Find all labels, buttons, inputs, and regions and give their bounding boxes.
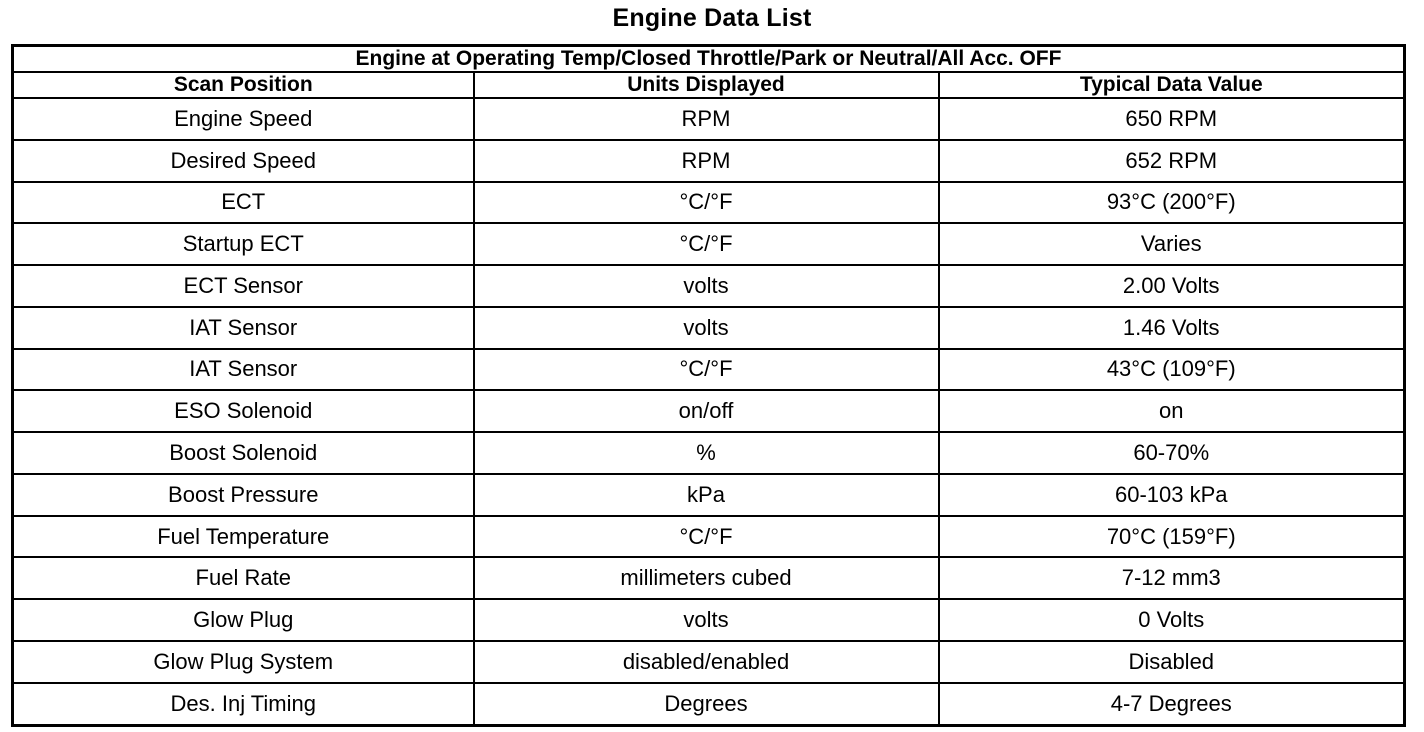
units-displayed-cell: °C/°F bbox=[474, 223, 939, 265]
column-header-units-displayed: Units Displayed bbox=[474, 72, 939, 98]
condition-header: Engine at Operating Temp/Closed Throttle/Park or Neutral/All Acc. OFF bbox=[13, 46, 1405, 73]
table-body bbox=[13, 98, 1405, 726]
scan-position-cell: ECT Sensor bbox=[13, 265, 474, 307]
table-row bbox=[13, 683, 1405, 726]
units-displayed-cell: % bbox=[474, 432, 939, 474]
units-displayed-cell: Degrees bbox=[474, 683, 939, 726]
typical-data-value-cell: 650 RPM bbox=[939, 98, 1405, 140]
table-row bbox=[13, 432, 1405, 474]
units-displayed-cell: kPa bbox=[474, 474, 939, 516]
typical-data-value-cell: 60-70% bbox=[939, 432, 1405, 474]
scan-position-cell: ECT bbox=[13, 182, 474, 224]
scan-position-cell: Glow Plug System bbox=[13, 641, 474, 683]
units-displayed-cell: RPM bbox=[474, 98, 939, 140]
units-displayed-cell: millimeters cubed bbox=[474, 557, 939, 599]
table-row bbox=[13, 182, 1405, 224]
typical-data-value-cell: 652 RPM bbox=[939, 140, 1405, 182]
units-displayed-cell: volts bbox=[474, 599, 939, 641]
engine-data-table bbox=[11, 44, 1406, 727]
typical-data-value-cell: 7-12 mm3 bbox=[939, 557, 1405, 599]
typical-data-value-cell: 4-7 Degrees bbox=[939, 683, 1405, 726]
scan-position-cell: Fuel Temperature bbox=[13, 516, 474, 558]
table-row bbox=[13, 140, 1405, 182]
typical-data-value-cell: Disabled bbox=[939, 641, 1405, 683]
units-displayed-cell: disabled/enabled bbox=[474, 641, 939, 683]
column-header-scan-position: Scan Position bbox=[13, 72, 474, 98]
typical-data-value-cell: 60-103 kPa bbox=[939, 474, 1405, 516]
table-row bbox=[13, 641, 1405, 683]
typical-data-value-cell: 93°C (200°F) bbox=[939, 182, 1405, 224]
scan-position-cell: Engine Speed bbox=[13, 98, 474, 140]
units-displayed-cell: °C/°F bbox=[474, 349, 939, 391]
scan-position-cell: ESO Solenoid bbox=[13, 390, 474, 432]
scan-position-cell: IAT Sensor bbox=[13, 307, 474, 349]
table-row bbox=[13, 265, 1405, 307]
units-displayed-cell: °C/°F bbox=[474, 182, 939, 224]
typical-data-value-cell: on bbox=[939, 390, 1405, 432]
scan-position-cell: Des. Inj Timing bbox=[13, 683, 474, 726]
scan-position-cell: Glow Plug bbox=[13, 599, 474, 641]
table-row bbox=[13, 516, 1405, 558]
units-displayed-cell: volts bbox=[474, 307, 939, 349]
typical-data-value-cell: Varies bbox=[939, 223, 1405, 265]
scan-position-cell: Desired Speed bbox=[13, 140, 474, 182]
units-displayed-cell: °C/°F bbox=[474, 516, 939, 558]
table-row bbox=[13, 307, 1405, 349]
units-displayed-cell: on/off bbox=[474, 390, 939, 432]
units-displayed-cell: RPM bbox=[474, 140, 939, 182]
typical-data-value-cell: 1.46 Volts bbox=[939, 307, 1405, 349]
table-row bbox=[13, 557, 1405, 599]
scan-position-cell: IAT Sensor bbox=[13, 349, 474, 391]
document-title: Engine Data List bbox=[612, 4, 812, 32]
typical-data-value-cell: 2.00 Volts bbox=[939, 265, 1405, 307]
scan-position-cell: Fuel Rate bbox=[13, 557, 474, 599]
scan-position-cell: Startup ECT bbox=[13, 223, 474, 265]
table-row bbox=[13, 599, 1405, 641]
table-row bbox=[13, 474, 1405, 516]
typical-data-value-cell: 0 Volts bbox=[939, 599, 1405, 641]
typical-data-value-cell: 70°C (159°F) bbox=[939, 516, 1405, 558]
column-header-typical-data-value: Typical Data Value bbox=[939, 72, 1405, 98]
table-row bbox=[13, 390, 1405, 432]
table-row bbox=[13, 223, 1405, 265]
table-row bbox=[13, 98, 1405, 140]
scan-position-cell: Boost Pressure bbox=[13, 474, 474, 516]
condition-header-row bbox=[13, 46, 1405, 73]
typical-data-value-cell: 43°C (109°F) bbox=[939, 349, 1405, 391]
scan-position-cell: Boost Solenoid bbox=[13, 432, 474, 474]
units-displayed-cell: volts bbox=[474, 265, 939, 307]
table-row bbox=[13, 349, 1405, 391]
column-header-row bbox=[13, 72, 1405, 98]
